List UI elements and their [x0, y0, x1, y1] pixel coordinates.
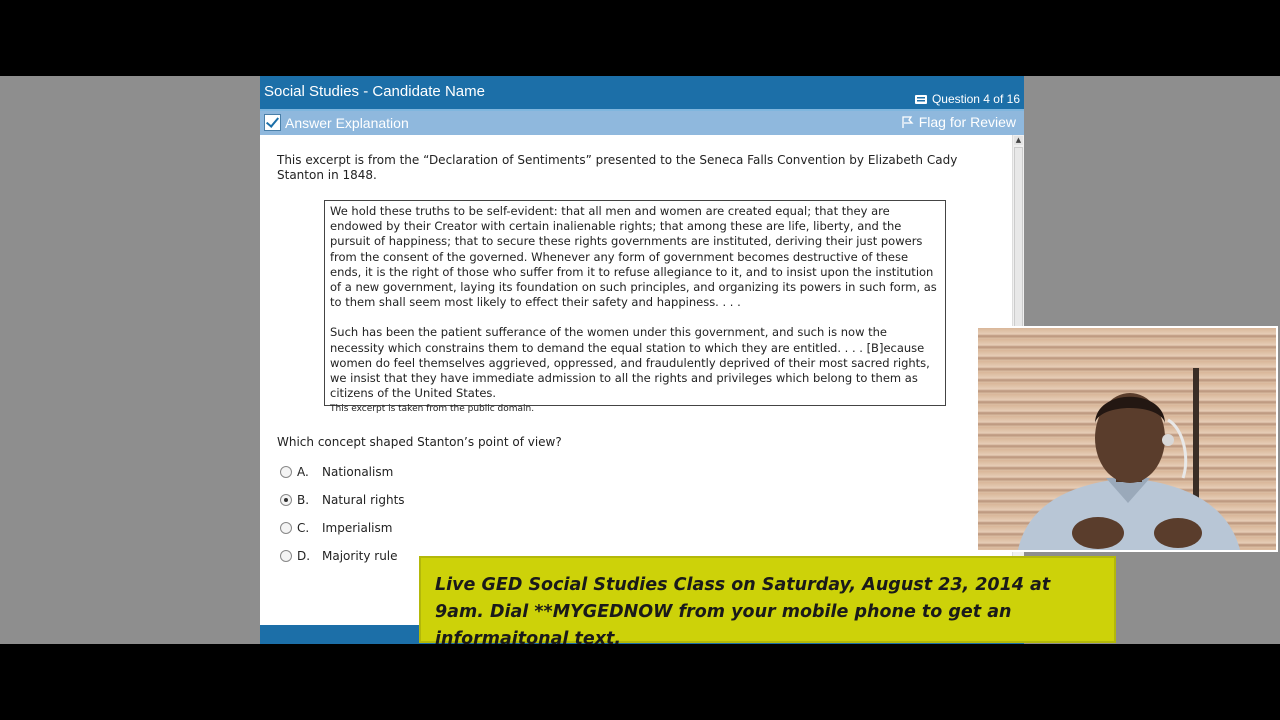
passage-box — [324, 200, 946, 415]
scrollbar-thumb[interactable] — [1014, 147, 1023, 327]
flag-for-review-label: Flag for Review — [918, 114, 1016, 130]
radio-button[interactable] — [280, 550, 292, 562]
announcement-text: Live GED Social Studies Class on Saturday, August 23, 2014 at 9am. Dial **MYGEDNOW from your mobile phone to get an informaitonal text. — [435, 575, 1051, 649]
option-text: Majority rule — [322, 549, 398, 563]
title-bar — [260, 76, 1024, 111]
radio-button[interactable] — [280, 522, 292, 534]
passage-paragraph-1: We hold these truths to be self-evident: that all men and women are created equal; that they are endowed by their Creator with certain inalienable rights; that among these are life, liberty, and the pursuit of happiness; that to secure these rights governments are instituted, deriving their just powers from the consent of the governed. Whenever any form of government becomes destructive of these ends, it is the right of those who suffer from it to refuse allegiance to it, and to insist upon the institution of a new government, laying its foundation on such principles, and organizing its powers in such form, as to them shall seem most likely to effect their safety and happiness. . . . — [330, 204, 937, 310]
option-letter: C. — [297, 521, 310, 535]
toolbar — [260, 111, 1024, 135]
scroll-up-arrow-icon[interactable]: ▲ — [1015, 136, 1022, 144]
answer-explanation-button[interactable] — [264, 114, 409, 131]
option-letter: D. — [297, 549, 311, 563]
question-counter-label: Question 4 of 16 — [931, 92, 1020, 106]
passage-intro: This excerpt is from the “Declaration of Sentiments” presented to the Seneca Falls Convention by Elizabeth Cady Stanton in 1848. — [277, 153, 958, 182]
answer-explanation-label: Answer Explanation — [285, 114, 409, 131]
passage-paragraph-2: Such has been the patient sufferance of the women under this government, and such is now the necessity which constrains them to demand the equal station to which they are entitled. . . . [B]ecause women do feel themselves aggrieved, oppressed, and fraudulently deprived of their most sacred rights, we insist that they have immediate admission to all the rights and privileges which belong to them as citizens of the United States. — [330, 325, 930, 401]
answer-option-a[interactable] — [280, 465, 393, 479]
answer-option-b[interactable] — [280, 493, 405, 507]
radio-button-selected[interactable] — [280, 494, 292, 506]
question-content — [260, 135, 1010, 625]
flag-for-review-button[interactable] — [901, 114, 1016, 130]
flag-icon — [901, 115, 915, 129]
source-note: This excerpt is taken from the public domain. — [330, 404, 535, 415]
question-list-icon — [914, 94, 928, 105]
option-text: Natural rights — [322, 493, 405, 507]
announcement-banner — [419, 556, 1116, 649]
option-text: Nationalism — [322, 465, 394, 479]
option-letter: B. — [297, 493, 310, 507]
radio-button[interactable] — [280, 466, 292, 478]
presenter-image — [978, 328, 1276, 550]
answer-option-d[interactable] — [280, 549, 398, 563]
question-prompt: Which concept shaped Stanton’s point of view? — [277, 435, 562, 449]
window-title: Social Studies - Candidate Name — [264, 83, 485, 100]
option-letter: A. — [297, 465, 309, 479]
question-counter — [914, 92, 1020, 106]
answer-option-c[interactable] — [280, 521, 392, 535]
webcam-video-overlay — [976, 326, 1278, 552]
checkbox-icon — [264, 114, 281, 131]
option-text: Imperialism — [322, 521, 393, 535]
